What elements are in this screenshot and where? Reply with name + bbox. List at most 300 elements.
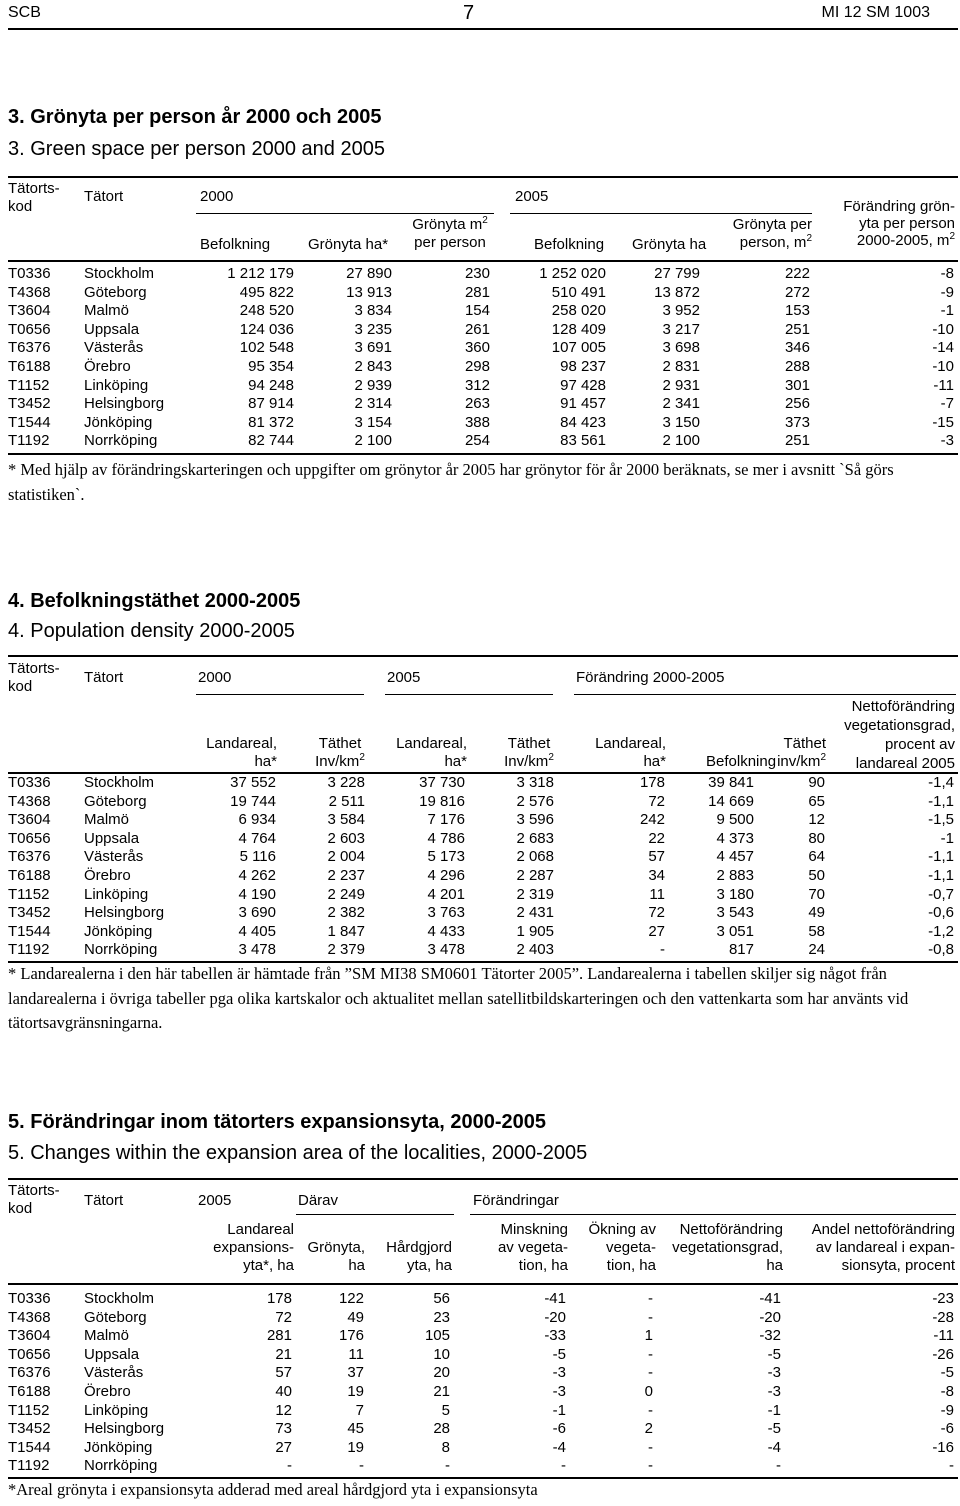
cell-tathet-change: 80 — [808, 829, 825, 847]
cell-tatort: Stockholm — [84, 774, 155, 791]
cell-forandring: -1 — [940, 302, 954, 320]
cell-okning: - — [648, 1308, 653, 1326]
cell-tatort: Örebro — [84, 1382, 131, 1400]
s2-h-tat2 — [489, 735, 569, 771]
s3-h-an3: sionsyta, procent — [841, 1257, 955, 1274]
cell-gronyta-per-person-2005: 346 — [784, 339, 810, 357]
cell-tathet-change: 58 — [808, 922, 825, 940]
cell-nettoforandring: -0,6 — [928, 904, 954, 922]
cell-tathet-2000: 2 004 — [327, 848, 365, 866]
cell-nettoforandring: -1,4 — [928, 774, 954, 791]
s3-rule-forandringar — [470, 1214, 956, 1215]
cell-tatort: Linköping — [84, 1401, 149, 1419]
s1-h-forandring — [820, 198, 955, 249]
cell-andel: -9 — [940, 1401, 954, 1419]
cell-landareal-2005: 4 433 — [427, 922, 465, 940]
header-rule — [8, 28, 958, 30]
s1-h-grm1-text: Grönyta m — [412, 216, 483, 233]
cell-gronyta-per-person-2000: 312 — [464, 376, 490, 394]
s2-h-kod: Tätorts- kod — [8, 660, 60, 695]
cell-gronyta-per-person-2005: 251 — [784, 432, 810, 450]
cell-gronyta-2005: 3 150 — [662, 413, 700, 431]
cell-tathet-2005: 2 431 — [516, 904, 554, 922]
cell-tatort: Göteborg — [84, 792, 147, 810]
s3-h-nf2: vegetationsgrad, — [672, 1239, 783, 1256]
cell-landareal-expansionsyta: 281 — [266, 1327, 292, 1345]
cell-andel: -8 — [940, 1382, 954, 1400]
cell-okning: - — [648, 1438, 653, 1456]
cell-tathet-2005: 3 596 — [516, 811, 554, 829]
s1-top-rule — [8, 176, 958, 178]
cell-hardgjord-yta: 21 — [433, 1382, 450, 1400]
cell-tatort: Malmö — [84, 302, 130, 320]
cell-kod: T1192 — [8, 1457, 50, 1475]
cell-gronyta-per-person-2000: 254 — [464, 432, 490, 450]
cell-landareal-change: 57 — [648, 848, 665, 866]
s3-h-ok2: vegeta- — [605, 1239, 656, 1256]
s3-h-hg1: Hårdgjord — [386, 1239, 452, 1256]
table-row — [8, 1420, 958, 1439]
cell-tatort: Stockholm — [84, 265, 155, 282]
cell-landareal-expansionsyta: 40 — [275, 1382, 292, 1400]
cell-kod: T6188 — [8, 1382, 51, 1400]
cell-tatort: Malmö — [84, 811, 130, 829]
cell-gronyta-2000: 2 100 — [354, 432, 392, 450]
cell-tathet-2000: 2 237 — [327, 866, 365, 884]
cell-landareal-change: 72 — [648, 904, 665, 922]
cell-landareal-expansionsyta: 21 — [275, 1345, 292, 1363]
cell-hardgjord-yta: 23 — [433, 1308, 450, 1326]
s2-h-inv: Inv/km — [504, 753, 549, 770]
s1-h-grm1 — [405, 216, 495, 252]
s3-h-la1: Landareal — [227, 1221, 294, 1238]
cell-hardgjord-yta: 8 — [441, 1438, 450, 1456]
cell-befolkning-2005: 84 423 — [560, 413, 606, 431]
s1-h-grp2 — [700, 216, 812, 252]
cell-andel: -23 — [932, 1290, 954, 1307]
cell-gronyta: 11 — [348, 1345, 364, 1363]
cell-tatort: Linköping — [84, 376, 149, 394]
cell-gronyta-per-person-2000: 263 — [464, 395, 490, 413]
table-row — [8, 432, 958, 451]
cell-forandring: -15 — [932, 413, 954, 431]
table-row — [8, 848, 958, 867]
cell-landareal-2000: 6 934 — [238, 811, 276, 829]
cell-befolkning-change: 3 543 — [716, 904, 754, 922]
s3-top-rule — [8, 1178, 958, 1180]
page-number: 7 — [463, 2, 475, 24]
cell-gronyta: 37 — [347, 1364, 364, 1382]
cell-hardgjord-yta: - — [445, 1457, 450, 1475]
cell-andel: - — [949, 1457, 954, 1475]
s3-h-mi2: av vegeta- — [497, 1239, 568, 1256]
cell-landareal-2000: 4 190 — [238, 885, 276, 903]
s2-rule-2005 — [385, 694, 553, 695]
cell-befolkning-2000: 82 744 — [248, 432, 294, 450]
cell-tathet-2005: 2 068 — [516, 848, 554, 866]
s3-h-2005: 2005 — [198, 1192, 232, 1209]
cell-nettoforandring: -5 — [767, 1420, 781, 1438]
cell-tathet-2005: 2 576 — [516, 792, 554, 810]
s1-h-grp2b: person, m — [739, 234, 807, 251]
cell-landareal-change: 27 — [648, 922, 665, 940]
s3-h-la2: expansions- — [213, 1239, 294, 1256]
cell-minskning: -5 — [552, 1345, 566, 1363]
s3-title-en: 5. Changes within the expansion area of the localities, 2000-2005 — [8, 1142, 588, 1164]
s3-h-minskning — [470, 1221, 568, 1275]
cell-gronyta-2005: 2 931 — [662, 376, 700, 394]
s2-h-tat: Täthet — [318, 735, 362, 752]
cell-kod: T0656 — [8, 1345, 51, 1363]
cell-landareal-2000: 5 116 — [239, 848, 276, 866]
cell-tathet-change: 24 — [808, 941, 825, 959]
s1-h-2005: 2005 — [515, 188, 549, 205]
table-row — [8, 302, 958, 321]
s1-h-f3: 2000-2005, m — [856, 232, 950, 249]
s2-h-n2: vegetationsgrad, — [844, 717, 955, 734]
s2-h-tatort: Tätort — [84, 669, 124, 686]
s3-table-body — [8, 1290, 958, 1476]
cell-minskning: -4 — [552, 1438, 566, 1456]
cell-landareal-change: 72 — [648, 792, 665, 810]
table-row — [8, 321, 958, 340]
cell-befolkning-2005: 128 409 — [551, 320, 606, 338]
cell-gronyta-per-person-2000: 281 — [464, 283, 490, 301]
table-row — [8, 1327, 958, 1346]
s2-h-ha: ha* — [643, 753, 666, 770]
cell-gronyta-per-person-2005: 222 — [784, 265, 810, 282]
cell-tathet-2000: 3 584 — [327, 811, 365, 829]
cell-gronyta-per-person-2005: 373 — [784, 413, 810, 431]
s1-title-sv: 3. Grönyta per person år 2000 och 2005 — [8, 106, 382, 128]
cell-tatort: Göteborg — [84, 1308, 147, 1326]
cell-andel: -5 — [940, 1364, 954, 1382]
cell-tathet-change: 70 — [808, 885, 825, 903]
cell-gronyta-2000: 2 939 — [354, 376, 392, 394]
cell-tathet-change: 64 — [808, 848, 825, 866]
s2-h-la2 — [370, 735, 467, 771]
cell-gronyta-2005: 2 831 — [662, 357, 700, 375]
cell-tathet-2005: 2 683 — [516, 829, 554, 847]
cell-kod: T1544 — [8, 1438, 51, 1456]
s3-h-darav: Därav — [298, 1192, 339, 1209]
cell-tathet-2005: 3 318 — [516, 774, 554, 791]
s2-h-tat: Täthet — [507, 735, 551, 752]
s3-footnote: *Areal grönyta i expansionsyta adderad med areal hårdgjord yta i expansionsyta — [8, 1480, 538, 1499]
cell-landareal-2000: 19 744 — [230, 792, 276, 810]
s3-h-hardgjord — [370, 1239, 452, 1275]
cell-okning: - — [648, 1364, 653, 1382]
cell-befolkning-2000: 1 212 179 — [227, 265, 294, 282]
cell-minskning: - — [561, 1457, 566, 1475]
cell-nettoforandring: -32 — [759, 1327, 781, 1345]
cell-kod: T6188 — [8, 866, 51, 884]
cell-nettoforandring: -3 — [767, 1382, 781, 1400]
cell-nettoforandring: -1 — [940, 829, 954, 847]
s2-h-n1: Nettoförändring — [851, 698, 955, 715]
cell-gronyta-per-person-2005: 301 — [784, 376, 810, 394]
cell-forandring: -7 — [940, 395, 954, 413]
s1-h-f2: yta per person — [859, 215, 955, 232]
cell-gronyta-per-person-2005: 153 — [784, 302, 810, 320]
cell-befolkning-change: 3 180 — [716, 885, 754, 903]
s2-h-ha: ha* — [444, 753, 467, 770]
cell-gronyta: 19 — [347, 1438, 364, 1456]
cell-landareal-change: 34 — [648, 866, 665, 884]
s3-header-rule — [8, 1283, 958, 1285]
cell-gronyta-2005: 13 872 — [654, 283, 700, 301]
cell-befolkning-2005: 1 252 020 — [539, 265, 606, 282]
cell-landareal-2005: 3 478 — [427, 941, 465, 959]
cell-tatort: Uppsala — [84, 829, 140, 847]
table-row — [8, 1290, 958, 1309]
cell-befolkning-2000: 248 520 — [239, 302, 294, 320]
cell-gronyta: 49 — [347, 1308, 364, 1326]
cell-tathet-2000: 2 249 — [327, 885, 365, 903]
cell-tathet-2005: 1 905 — [516, 922, 554, 940]
cell-hardgjord-yta: 20 — [433, 1364, 450, 1382]
cell-tatort: Västerås — [84, 848, 144, 866]
cell-hardgjord-yta: 10 — [433, 1345, 450, 1363]
table-row — [8, 1383, 958, 1402]
s2-footnote: * Landarealerna i den här tabellen är hämtade från ”SM MI38 SM0601 Tätorter 2005”. Landarealerna i tabellen skiljer sig något från landarealerna i övriga tabeller pga olika kartskalor och aktualitet mellan satellitbildskarteringen och den vattenkarta som har använts vid tätortsavgränsningarna. — [8, 964, 909, 1032]
s2-h-la3 — [566, 735, 666, 771]
cell-landareal-expansionsyta: - — [287, 1457, 292, 1475]
cell-kod: T1192 — [8, 941, 50, 959]
cell-befolkning-2005: 91 457 — [560, 395, 606, 413]
cell-befolkning-2000: 81 372 — [248, 413, 294, 431]
s3-h-gronyta — [290, 1239, 365, 1275]
s1-h-2000: 2000 — [200, 188, 234, 205]
table-row — [8, 414, 958, 433]
cell-tatort: Västerås — [84, 339, 144, 357]
s1-rule-2000 — [196, 213, 494, 214]
cell-befolkning-2000: 495 822 — [239, 283, 294, 301]
cell-forandring: -14 — [932, 339, 954, 357]
s3-h-nf1: Nettoförändring — [679, 1221, 783, 1238]
cell-tatort: Jönköping — [84, 922, 153, 940]
s3-h-forandringar: Förändringar — [473, 1192, 559, 1209]
cell-kod: T3452 — [8, 395, 51, 413]
s2-h-tat: Täthet — [783, 735, 826, 752]
s2-title-en: 4. Population density 2000-2005 — [8, 620, 295, 642]
cell-gronyta-per-person-2000: 388 — [464, 413, 490, 431]
cell-gronyta-per-person-2000: 360 — [464, 339, 490, 357]
cell-tatort: Uppsala — [84, 1345, 140, 1363]
cell-landareal-expansionsyta: 178 — [266, 1290, 292, 1307]
cell-gronyta-2005: 3 952 — [662, 302, 700, 320]
s3-h-ok3: tion, ha — [606, 1257, 656, 1274]
cell-nettoforandring: -1,1 — [928, 848, 954, 866]
cell-landareal-2005: 7 176 — [427, 811, 465, 829]
cell-kod: T3452 — [8, 904, 51, 922]
cell-tathet-2000: 2 379 — [327, 941, 365, 959]
cell-forandring: -9 — [940, 283, 954, 301]
cell-tathet-2005: 2 319 — [516, 885, 554, 903]
s1-bottom-rule — [8, 453, 958, 455]
s3-h-an2: av landareal i expan- — [815, 1239, 955, 1256]
cell-kod: T4368 — [8, 1308, 51, 1326]
cell-kod: T0336 — [8, 265, 51, 282]
s3-h-mi1: Minskning — [500, 1221, 568, 1238]
cell-befolkning-2000: 94 248 — [248, 376, 294, 394]
s1-title-en: 3. Green space per person 2000 and 2005 — [8, 138, 385, 160]
s1-header-rule — [8, 260, 958, 262]
s3-h-hg2: yta, ha — [406, 1257, 452, 1274]
cell-gronyta-2005: 3 217 — [662, 320, 700, 338]
cell-tathet-change: 12 — [808, 811, 825, 829]
sup: 2 — [820, 752, 826, 763]
cell-gronyta-2000: 3 691 — [354, 339, 392, 357]
cell-gronyta-per-person-2000: 230 — [464, 265, 490, 282]
cell-gronyta-per-person-2005: 288 — [784, 357, 810, 375]
cell-tathet-2000: 1 847 — [327, 922, 365, 940]
s3-h-landareal — [180, 1221, 294, 1275]
cell-befolkning-change: 817 — [728, 941, 754, 959]
cell-befolkning-2000: 95 354 — [248, 357, 294, 375]
s1-h-tatort: Tätort — [84, 188, 124, 205]
s2-h-la1 — [180, 735, 277, 771]
cell-landareal-2000: 4 405 — [238, 922, 276, 940]
cell-kod: T3604 — [8, 1327, 51, 1345]
cell-gronyta: 19 — [347, 1382, 364, 1400]
cell-befolkning-change: 4 373 — [716, 829, 754, 847]
cell-gronyta-2000: 3 154 — [354, 413, 392, 431]
s2-h-2005: 2005 — [387, 669, 421, 686]
s2-h-ha: ha* — [254, 753, 277, 770]
cell-gronyta-per-person-2000: 261 — [464, 320, 490, 338]
cell-landareal-expansionsyta: 73 — [275, 1420, 292, 1438]
cell-befolkning-change: 2 883 — [716, 866, 754, 884]
table-row — [8, 941, 958, 960]
s2-title-sv: 4. Befolkningstäthet 2000-2005 — [8, 590, 301, 612]
cell-hardgjord-yta: 5 — [441, 1401, 450, 1419]
cell-befolkning-2005: 107 005 — [551, 339, 606, 357]
cell-landareal-change: - — [660, 941, 665, 959]
table-row — [8, 830, 958, 849]
cell-gronyta-per-person-2000: 298 — [464, 357, 490, 375]
cell-kod: T6188 — [8, 357, 51, 375]
cell-nettoforandring: -20 — [759, 1308, 781, 1326]
cell-kod: T0656 — [8, 320, 51, 338]
cell-kod: T6376 — [8, 848, 51, 866]
table-row — [8, 1457, 958, 1476]
s3-h-nf3: ha — [766, 1257, 783, 1274]
cell-befolkning-change: 4 457 — [716, 848, 754, 866]
cell-gronyta-per-person-2000: 154 — [464, 302, 490, 320]
cell-landareal-2000: 4 764 — [238, 829, 276, 847]
s3-title-sv: 5. Förändringar inom tätorters expansionsyta, 2000-2005 — [8, 1111, 546, 1133]
cell-befolkning-change: 39 841 — [708, 774, 754, 791]
cell-gronyta: 7 — [355, 1401, 364, 1419]
s2-top-rule — [8, 655, 958, 657]
cell-tatort: Uppsala — [84, 320, 140, 338]
cell-tathet-change: 49 — [808, 904, 825, 922]
cell-nettoforandring: -3 — [767, 1364, 781, 1382]
cell-tatort: Norrköping — [84, 432, 158, 450]
s1-footnote: * Med hjälp av förändringskarteringen och uppgifter om grönytor år 2005 har grönytor för år 2000 beräknats, se mer i avsnitt `Så görs statistiken`. — [8, 460, 894, 504]
s2-h-netto — [820, 697, 955, 773]
cell-nettoforandring: -1,1 — [928, 792, 954, 810]
cell-minskning: -1 — [552, 1401, 566, 1419]
cell-tatort: Jönköping — [84, 413, 153, 431]
cell-nettoforandring: - — [776, 1457, 781, 1475]
cell-tatort: Helsingborg — [84, 1420, 165, 1438]
cell-tatort: Stockholm — [84, 1290, 155, 1307]
cell-gronyta-2005: 2 100 — [662, 432, 700, 450]
cell-gronyta-2000: 2 314 — [354, 395, 392, 413]
cell-landareal-change: 22 — [648, 829, 665, 847]
cell-befolkning-change: 14 669 — [708, 792, 754, 810]
cell-tathet-2000: 2 382 — [327, 904, 365, 922]
cell-andel: -28 — [932, 1308, 954, 1326]
cell-tathet-2000: 3 228 — [327, 774, 365, 791]
cell-landareal-expansionsyta: 72 — [275, 1308, 292, 1326]
s2-h-la: Landareal, — [206, 735, 277, 752]
cell-landareal-2000: 3 690 — [238, 904, 276, 922]
cell-tathet-2005: 2 403 — [516, 941, 554, 959]
cell-tathet-change: 65 — [808, 792, 825, 810]
cell-okning: 0 — [644, 1382, 653, 1400]
s2-h-bef: Befolkning — [706, 753, 777, 770]
s3-h-ok1: Ökning av — [588, 1221, 656, 1238]
cell-gronyta-per-person-2005: 256 — [784, 395, 810, 413]
cell-landareal-expansionsyta: 57 — [275, 1364, 292, 1382]
s3-h-gr1: Grönyta, — [307, 1239, 365, 1256]
cell-nettoforandring: -1,1 — [928, 866, 954, 884]
cell-hardgjord-yta: 56 — [433, 1290, 450, 1307]
cell-nettoforandring: -1,2 — [928, 922, 954, 940]
cell-minskning: -3 — [552, 1382, 566, 1400]
cell-landareal-2005: 4 201 — [427, 885, 465, 903]
cell-tatort: Örebro — [84, 357, 131, 375]
s1-h-f1: Förändring grön- — [843, 198, 955, 215]
cell-landareal-change: 178 — [639, 774, 665, 791]
cell-kod: T1152 — [8, 376, 50, 394]
s1-h-grm1b: per person — [414, 234, 486, 251]
cell-hardgjord-yta: 28 — [433, 1420, 450, 1438]
cell-kod: T3452 — [8, 1420, 51, 1438]
cell-befolkning-2005: 98 237 — [560, 357, 606, 375]
cell-befolkning-2000: 124 036 — [239, 320, 294, 338]
cell-tathet-2000: 2 603 — [327, 829, 365, 847]
cell-landareal-2000: 4 262 — [238, 866, 276, 884]
cell-landareal-change: 11 — [649, 885, 665, 903]
cell-gronyta-per-person-2005: 251 — [784, 320, 810, 338]
cell-tatort: Norrköping — [84, 941, 158, 959]
cell-befolkning-2000: 102 548 — [239, 339, 294, 357]
cell-gronyta-2005: 2 341 — [662, 395, 700, 413]
s3-h-mi3: tion, ha — [518, 1257, 568, 1274]
cell-tatort: Jönköping — [84, 1438, 153, 1456]
cell-gronyta-2000: 3 235 — [354, 320, 392, 338]
cell-gronyta: - — [359, 1457, 364, 1475]
cell-tathet-change: 90 — [808, 774, 825, 791]
cell-befolkning-change: 9 500 — [716, 811, 754, 829]
cell-minskning: -20 — [544, 1308, 566, 1326]
cell-gronyta-2005: 27 799 — [654, 265, 700, 282]
sup: 2 — [949, 231, 955, 242]
cell-tathet-2000: 2 511 — [328, 792, 365, 810]
sup: 2 — [359, 752, 365, 763]
s2-h-la: Landareal, — [396, 735, 467, 752]
cell-gronyta: 45 — [347, 1420, 364, 1438]
cell-kod: T3604 — [8, 811, 51, 829]
s3-h-la3: yta*, ha — [243, 1257, 294, 1274]
s2-h-n4: landareal 2005 — [855, 755, 955, 772]
s3-rule-darav — [296, 1214, 454, 1215]
s3-h-tatort: Tätort — [84, 1192, 124, 1209]
